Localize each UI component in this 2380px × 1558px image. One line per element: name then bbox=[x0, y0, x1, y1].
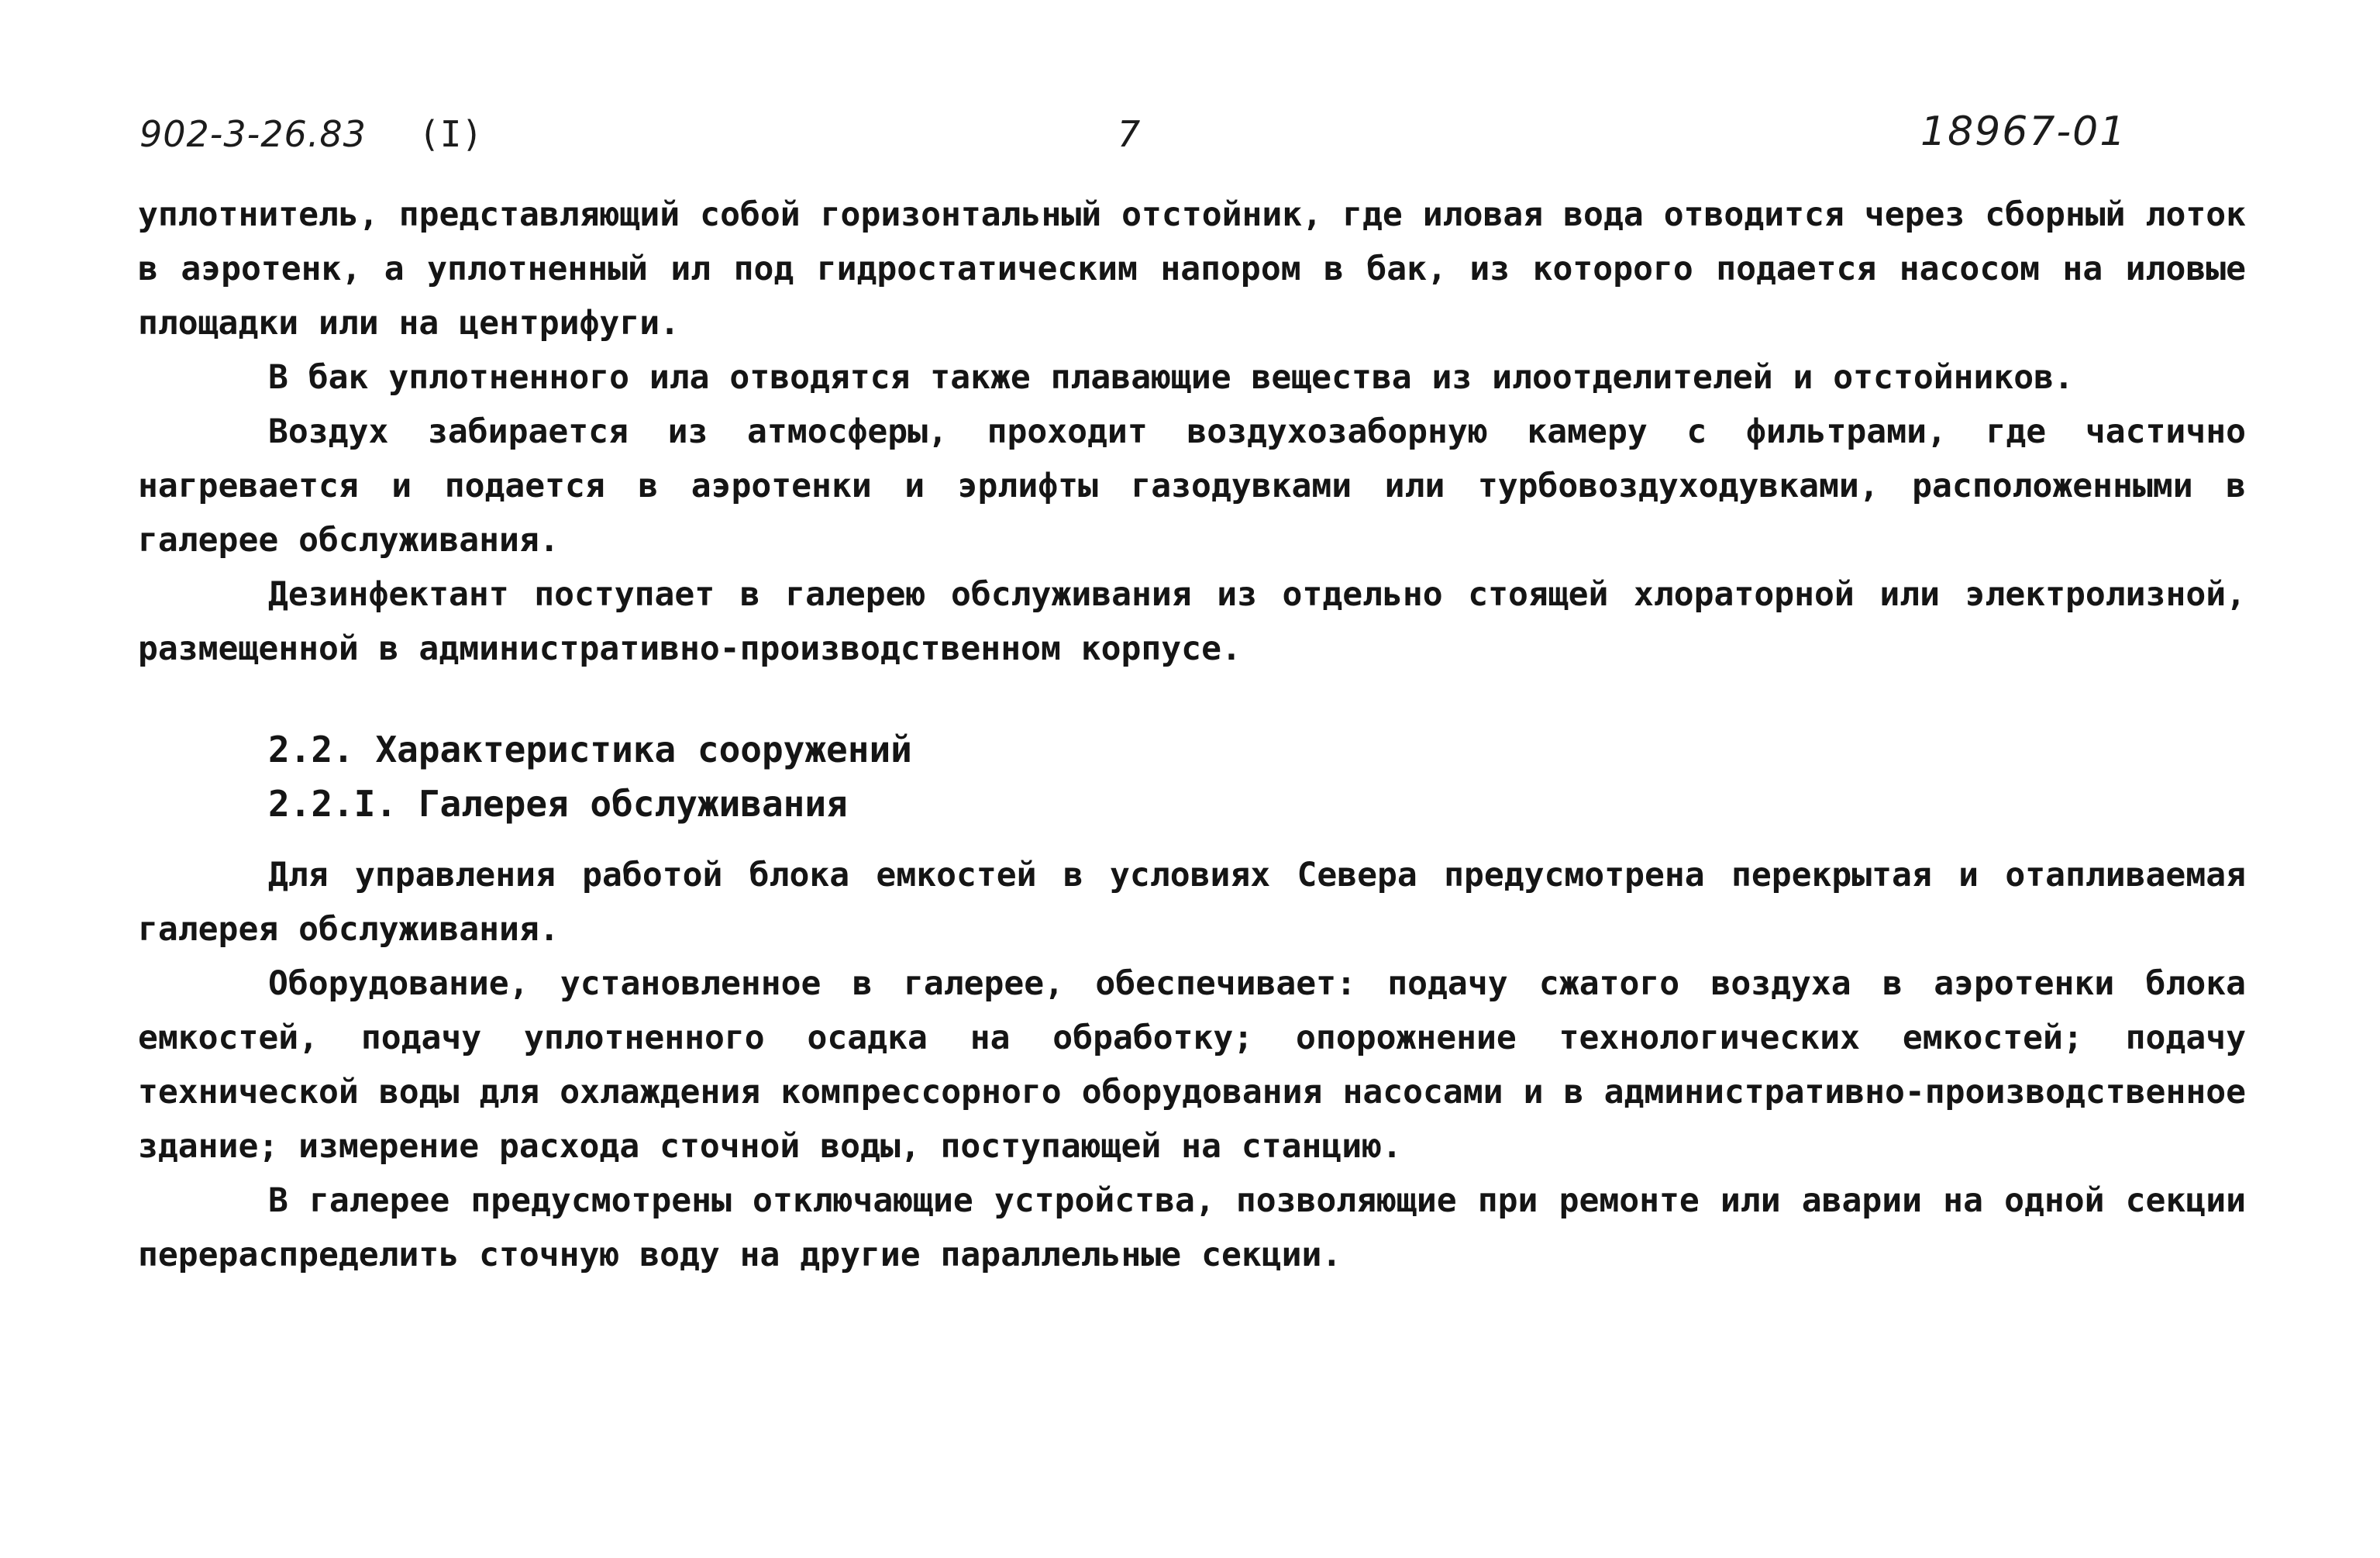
section-heading: 2.2. Характеристика сооружений bbox=[268, 729, 912, 770]
paragraph-shutoff-devices: В галерее предусмотрены отключающие устройства, позволяющие при ремонте или аварии на одной секции перераспределить сточную воду на другие параллельные секции. bbox=[138, 1181, 2246, 1274]
document-body bbox=[138, 188, 2246, 1282]
spacer bbox=[138, 831, 2246, 848]
paragraph-disinfectant: Дезинфектант поступает в галерею обслуживания из отдельно стоящей хлораторной или электролизной, размещенной в административно-производственном корпусе. bbox=[138, 575, 2246, 668]
subsection-heading: 2.2.I. Галерея обслуживания bbox=[268, 783, 848, 825]
document-code: 902-3-26.83 bbox=[139, 113, 367, 155]
paragraph-continued: уплотнитель, представляющий собой горизонтальный отстойник, где иловая вода отводится через сборный лоток в аэротенк, а уплотненный ил под гидростатическим напором в бак, из которого подается насосом на иловые площадки или на центрифуги. bbox=[138, 195, 2246, 343]
paragraph-air-intake: Воздух забирается из атмосферы, проходит воздухозаборную камеру с фильтрами, где частично нагревается и подается в аэротенки и эрлифты газодувками или турбовоздуходувками, расположенными в галерее обслуживания. bbox=[138, 412, 2246, 560]
paragraph-gallery-purpose: Для управления работой блока емкостей в условиях Севера предусмотрена перекрытая и отапливаемая галерея обслуживания. bbox=[138, 856, 2246, 949]
paragraph-sludge-tank: В бак уплотненного ила отводятся также плавающие вещества из илоотделителей и отстойников. bbox=[268, 358, 2074, 397]
sheet-mark: (I) bbox=[418, 113, 484, 155]
archive-number: 18967-01 bbox=[1920, 109, 2127, 155]
page-header bbox=[139, 109, 2263, 175]
page-number: 7 bbox=[1118, 113, 1141, 155]
paragraph-gallery-equipment: Оборудование, установленное в галерее, обеспечивает: подачу сжатого воздуха в аэротенки блока емкостей, подачу уплотненного осадка на обработку; опорожнение технологических емкостей; подачу технической воды для охлаждения компрессорного оборудования насосами и в административно-производственное здание; измерение расхода сточной воды, поступающей на станцию. bbox=[138, 964, 2246, 1166]
